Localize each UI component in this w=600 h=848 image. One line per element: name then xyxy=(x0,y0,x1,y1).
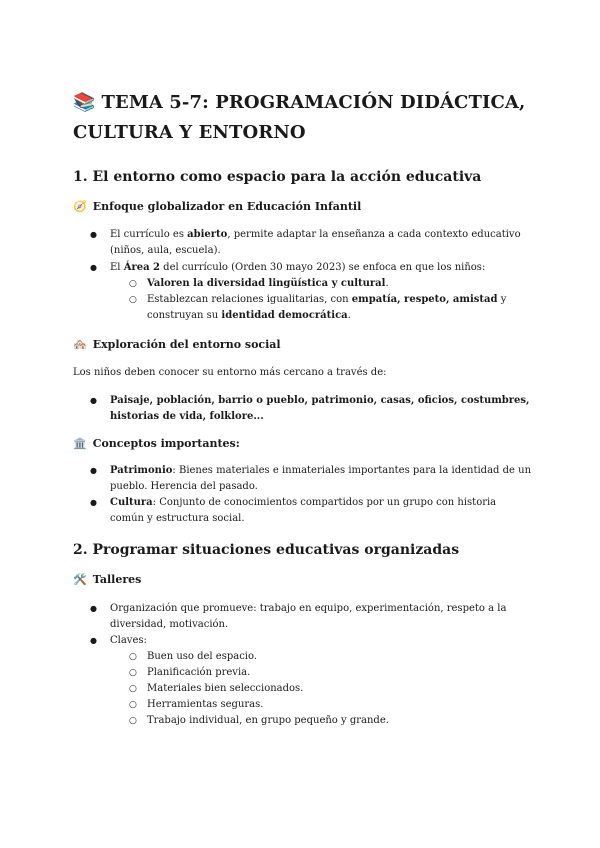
tools-icon: 🛠️ xyxy=(73,573,87,586)
list-item: ● Cultura: Conjunto de conocimientos compartidos por un grupo con historia común y estructura social. xyxy=(73,495,533,527)
subsection-exploracion-heading: 🏘️ Exploración del entorno social xyxy=(73,338,281,351)
list-item: ○ Herramientas seguras. xyxy=(110,697,533,713)
subsection-talleres-heading: 🛠️ Talleres xyxy=(73,573,142,586)
list-item: ● Paisaje, población, barrio o pueblo, patrimonio, casas, oficios, costumbres, historias de vida, folklore... xyxy=(73,393,533,425)
list-item: ● El Área 2 del currículo (Orden 30 mayo 2023) se enfoca en que los niños: ○ Valoren la diversidad lingüística y cultural. ○ Establezcan relaciones igualitarias, con empatía, respeto, amistad y construyan su identidad democrática. xyxy=(73,260,533,324)
exploracion-intro: Los niños deben conocer su entorno más cercano a través de: xyxy=(73,367,387,378)
list-item: ● Patrimonio: Bienes materiales e inmateriales importantes para la identidad de un pueblo. Herencia del pasado. xyxy=(73,463,533,495)
conceptos-list xyxy=(73,463,533,527)
list-item: ● Claves: ○ Buen uso del espacio. ○ Planificación previa. ○ Materiales bien seleccionados. ○ Herramientas seguras. ○ Trabajo individual, en grupo pequeño y grande. xyxy=(73,633,533,729)
list-item: ○ Buen uso del espacio. xyxy=(110,649,533,665)
section-1-heading: 1. El entorno como espacio para la acción educativa xyxy=(73,169,482,185)
houses-icon: 🏘️ xyxy=(73,338,87,351)
title-line-1: TEMA 5-7: PROGRAMACIÓN DIDÁCTICA, xyxy=(101,92,526,113)
subsection-conceptos-heading: 🏛️ Conceptos importantes: xyxy=(73,437,240,450)
list-item: ○ Planificación previa. xyxy=(110,665,533,681)
classical-building-icon: 🏛️ xyxy=(73,437,87,450)
enfoque-list xyxy=(73,227,533,324)
claves-sublist xyxy=(110,649,533,729)
list-item: ● El currículo es abierto, permite adaptar la enseñanza a cada contexto educativo (niños, aula, escuela). xyxy=(73,227,533,259)
document-title xyxy=(73,88,533,148)
subsection-enfoque-heading: 🧭 Enfoque globalizador en Educación Infantil xyxy=(73,200,362,213)
list-item: ○ Trabajo individual, en grupo pequeño y grande. xyxy=(110,713,533,729)
exploracion-list xyxy=(73,393,533,425)
title-line-2: CULTURA Y ENTORNO xyxy=(73,122,306,143)
list-item: ○ Materiales bien seleccionados. xyxy=(110,681,533,697)
books-icon: 📚 xyxy=(73,92,96,113)
area2-sublist xyxy=(110,276,533,324)
list-item: ○ Valoren la diversidad lingüística y cultural. xyxy=(110,276,533,292)
list-item: ○ Establezcan relaciones igualitarias, con empatía, respeto, amistad y construyan su identidad democrática. xyxy=(110,292,533,324)
document-page xyxy=(73,88,533,729)
talleres-list xyxy=(73,601,533,729)
list-item: ● Organización que promueve: trabajo en equipo, experimentación, respeto a la diversidad, motivación. xyxy=(73,601,533,633)
compass-icon: 🧭 xyxy=(73,200,87,213)
section-2-heading: 2. Programar situaciones educativas organizadas xyxy=(73,542,460,558)
